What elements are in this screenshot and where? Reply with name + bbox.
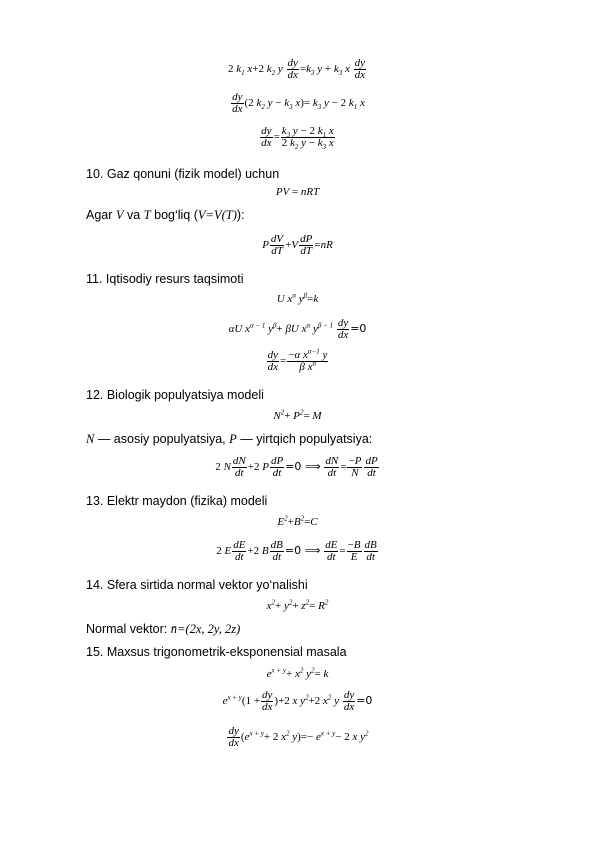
agar-end: ): [236,208,245,222]
section-heading-12: 12. Biologik populyatsiya modeli [86,388,264,402]
agar-t-symbol: T [143,208,151,222]
agar-mid: bog‘liq ( [150,208,198,222]
normal-vector-label: Normal vektor: [86,622,171,636]
equation-population: $N^2+ P^2= M$ [273,408,322,422]
equation-exponential-factored: $\frac{dy}{dx}$ ($e^{x + y}+ 2$ $x^2$ $y)=- e^{x + y}- 2$ x $y^2$ [228,725,369,749]
n-symbol: N [86,432,95,446]
equation-exponential-derivative: $e^{x + y}(1$ + $\frac{dy}{dx}$ )+2 x $y^2+2$ $x^2$ y $\frac{dy}{dx}$ =0 [222,689,373,713]
equation-factored: $\frac{dy}{dx}$ (2 $k_2$ $y - k_3$ $x)= k_3$ y − 2 $k_1$ x [232,91,365,115]
equation-sphere: $x^2+ y^2+ z^2= R^2$ [266,598,329,612]
normal-vector-value: n̄=(2x, 2y, 2z) [170,622,241,636]
equation-gas-law: PV = nRT [275,186,320,198]
section-heading-10: 10. Gaz qonuni (fizik model) uchun [86,167,280,181]
population-description [86,431,372,447]
p-description: — yirtqich populyatsiya: [236,432,373,446]
section-heading-14: 14. Sfera sirtida normal vektor yo‘nalishi [86,578,308,592]
agar-function: V=V(T) [197,208,237,222]
equation-utility-solution: $\frac{dy}{dx}$ = $\frac{-\alpha x^{\alpha-1} y}{\beta x^\alpha}$ [267,347,328,373]
agar-v-symbol: V [115,208,124,222]
equation-gas-derivative: P $\frac{dV}{dT}$ +V $\frac{dP}{dT}$ =nR [262,233,333,257]
equation-population-derivative: 2 N $\frac{dN}{dt}$ +2 P $\frac{dP}{dt}$ =0 ⟹ $\frac{dN}{dt}$ = $\frac{-P}{N}$ $\frac{dP}{dt}$ [215,455,378,479]
agar-va: va [123,208,144,222]
equation-field-derivative: 2 E $\frac{dE}{dt}$ +2 B $\frac{dB}{dt}$ =0 ⟹ $\frac{dE}{dt}$ = $\frac{-B}{E}$ $\frac{dB}{dt}$ [216,539,377,563]
equation-field: $E^2+B^2=C$ [277,514,318,528]
p-symbol: P [229,432,237,446]
n-description: — asosiy populyatsiya, [94,432,230,446]
section-heading-13: 13. Elektr maydon (fizika) modeli [86,494,268,508]
equation-utility-derivative: αU $x^{\alpha - 1}$ $y^\beta+ \beta U$ $x^\alpha$ $y^{\beta - 1}$ $\frac{dy}{dx}$ =0 [228,317,367,341]
section-heading-11: 11. Iqtisodiy resurs taqsimoti [86,272,244,286]
equation-dydx-solution: $\frac{dy}{dx}$ = $\frac{k_3 y - 2 k_1 x}{2 k_2 y - k_3 x}$ [261,125,334,152]
normal-vector-line [86,621,240,637]
equation-utility: U $x^\alpha$ $y^\beta=k$ [276,291,319,305]
agar-prefix: Agar [86,208,116,222]
section-heading-15: 15. Maxsus trigonometrik-eksponensial masala [86,645,347,659]
equation-exponential: $e^{x + y}+ x^2$ $y^2= k$ [266,666,329,680]
agar-dependency-line [86,207,245,223]
equation-derivative-expansion: 2 $k_1$ x+2 $k_2$ y $\frac{dy}{dx}$ $=k_3$ $y + k_3$ x $\frac{dy}{dx}$ [227,57,366,81]
